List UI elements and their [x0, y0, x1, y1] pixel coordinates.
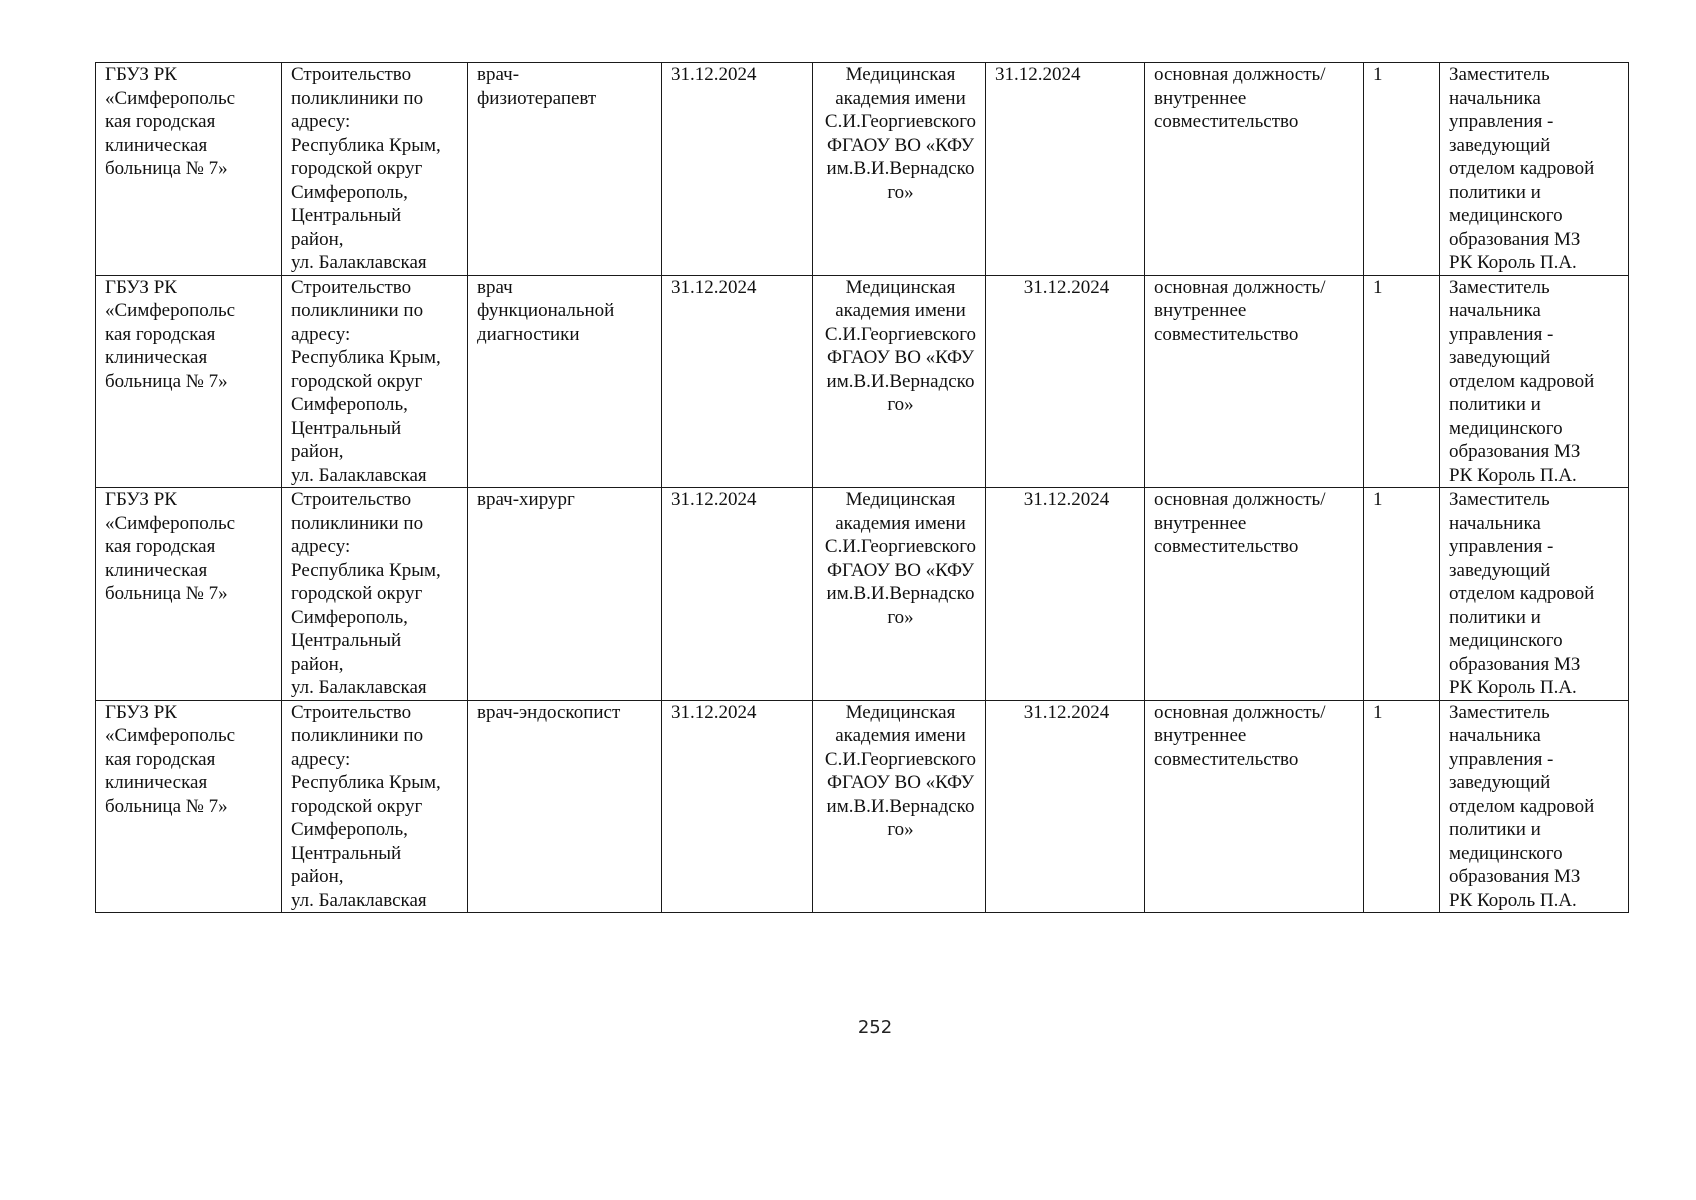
- responsible-person-cell: Заместитель начальника управления - заведующий отделом кадровой политики и медицинского образования МЗ РК Король П.А.: [1440, 63, 1629, 276]
- project-cell: Строительство поликлиники по адресу: Республика Крым, городской округ Симферополь, Центральный район, ул. Балаклавская: [282, 63, 468, 276]
- graduation-date-cell: 31.12.2024: [986, 488, 1145, 701]
- organization-cell: ГБУЗ РК «Симферопольс кая городская клиническая больница № 7»: [96, 700, 282, 913]
- table-row: [96, 700, 1629, 913]
- organization-cell: ГБУЗ РК «Симферопольс кая городская клиническая больница № 7»: [96, 488, 282, 701]
- table-row: [96, 275, 1629, 488]
- count-cell: 1: [1364, 63, 1440, 276]
- count-cell: 1: [1364, 275, 1440, 488]
- employment-type-cell: основная должность/ внутреннее совместительство: [1145, 275, 1364, 488]
- position-cell: врач-хирург: [468, 488, 662, 701]
- graduation-date-cell: 31.12.2024: [986, 700, 1145, 913]
- deadline-date-cell: 31.12.2024: [662, 275, 813, 488]
- deadline-date-cell: 31.12.2024: [662, 700, 813, 913]
- academy-cell: Медицинская академия имени С.И.Георгиевского ФГАОУ ВО «КФУ им.В.И.Вернадско го»: [813, 488, 986, 701]
- employment-type-cell: основная должность/ внутреннее совместительство: [1145, 700, 1364, 913]
- employment-type-cell: основная должность/ внутреннее совместительство: [1145, 488, 1364, 701]
- count-cell: 1: [1364, 700, 1440, 913]
- project-cell: Строительство поликлиники по адресу: Республика Крым, городской округ Симферополь, Центральный район, ул. Балаклавская: [282, 275, 468, 488]
- project-cell: Строительство поликлиники по адресу: Республика Крым, городской округ Симферополь, Центральный район, ул. Балаклавская: [282, 488, 468, 701]
- responsible-person-cell: Заместитель начальника управления - заведующий отделом кадровой политики и медицинского образования МЗ РК Король П.А.: [1440, 700, 1629, 913]
- academy-cell: Медицинская академия имени С.И.Георгиевского ФГАОУ ВО «КФУ им.В.И.Вернадско го»: [813, 700, 986, 913]
- responsible-person-cell: Заместитель начальника управления - заведующий отделом кадровой политики и медицинского образования МЗ РК Король П.А.: [1440, 488, 1629, 701]
- position-cell: врач- физиотерапевт: [468, 63, 662, 276]
- page-number: 252: [857, 1017, 893, 1038]
- organization-cell: ГБУЗ РК «Симферопольс кая городская клиническая больница № 7»: [96, 63, 282, 276]
- position-cell: врач функциональной диагностики: [468, 275, 662, 488]
- academy-cell: Медицинская академия имени С.И.Георгиевского ФГАОУ ВО «КФУ им.В.И.Вернадско го»: [813, 275, 986, 488]
- deadline-date-cell: 31.12.2024: [662, 488, 813, 701]
- project-cell: Строительство поликлиники по адресу: Республика Крым, городской округ Симферополь, Центральный район, ул. Балаклавская: [282, 700, 468, 913]
- employment-type-cell: основная должность/ внутреннее совместительство: [1145, 63, 1364, 276]
- table-row: [96, 488, 1629, 701]
- deadline-date-cell: 31.12.2024: [662, 63, 813, 276]
- academy-cell: Медицинская академия имени С.И.Георгиевского ФГАОУ ВО «КФУ им.В.И.Вернадско го»: [813, 63, 986, 276]
- graduation-date-cell: 31.12.2024: [986, 63, 1145, 276]
- graduation-date-cell: 31.12.2024: [986, 275, 1145, 488]
- position-cell: врач-эндоскопист: [468, 700, 662, 913]
- responsible-person-cell: Заместитель начальника управления - заведующий отделом кадровой политики и медицинского образования МЗ РК Король П.А.: [1440, 275, 1629, 488]
- organization-cell: ГБУЗ РК «Симферопольс кая городская клиническая больница № 7»: [96, 275, 282, 488]
- table-row: [96, 63, 1629, 276]
- staffing-table: [95, 62, 1629, 913]
- count-cell: 1: [1364, 488, 1440, 701]
